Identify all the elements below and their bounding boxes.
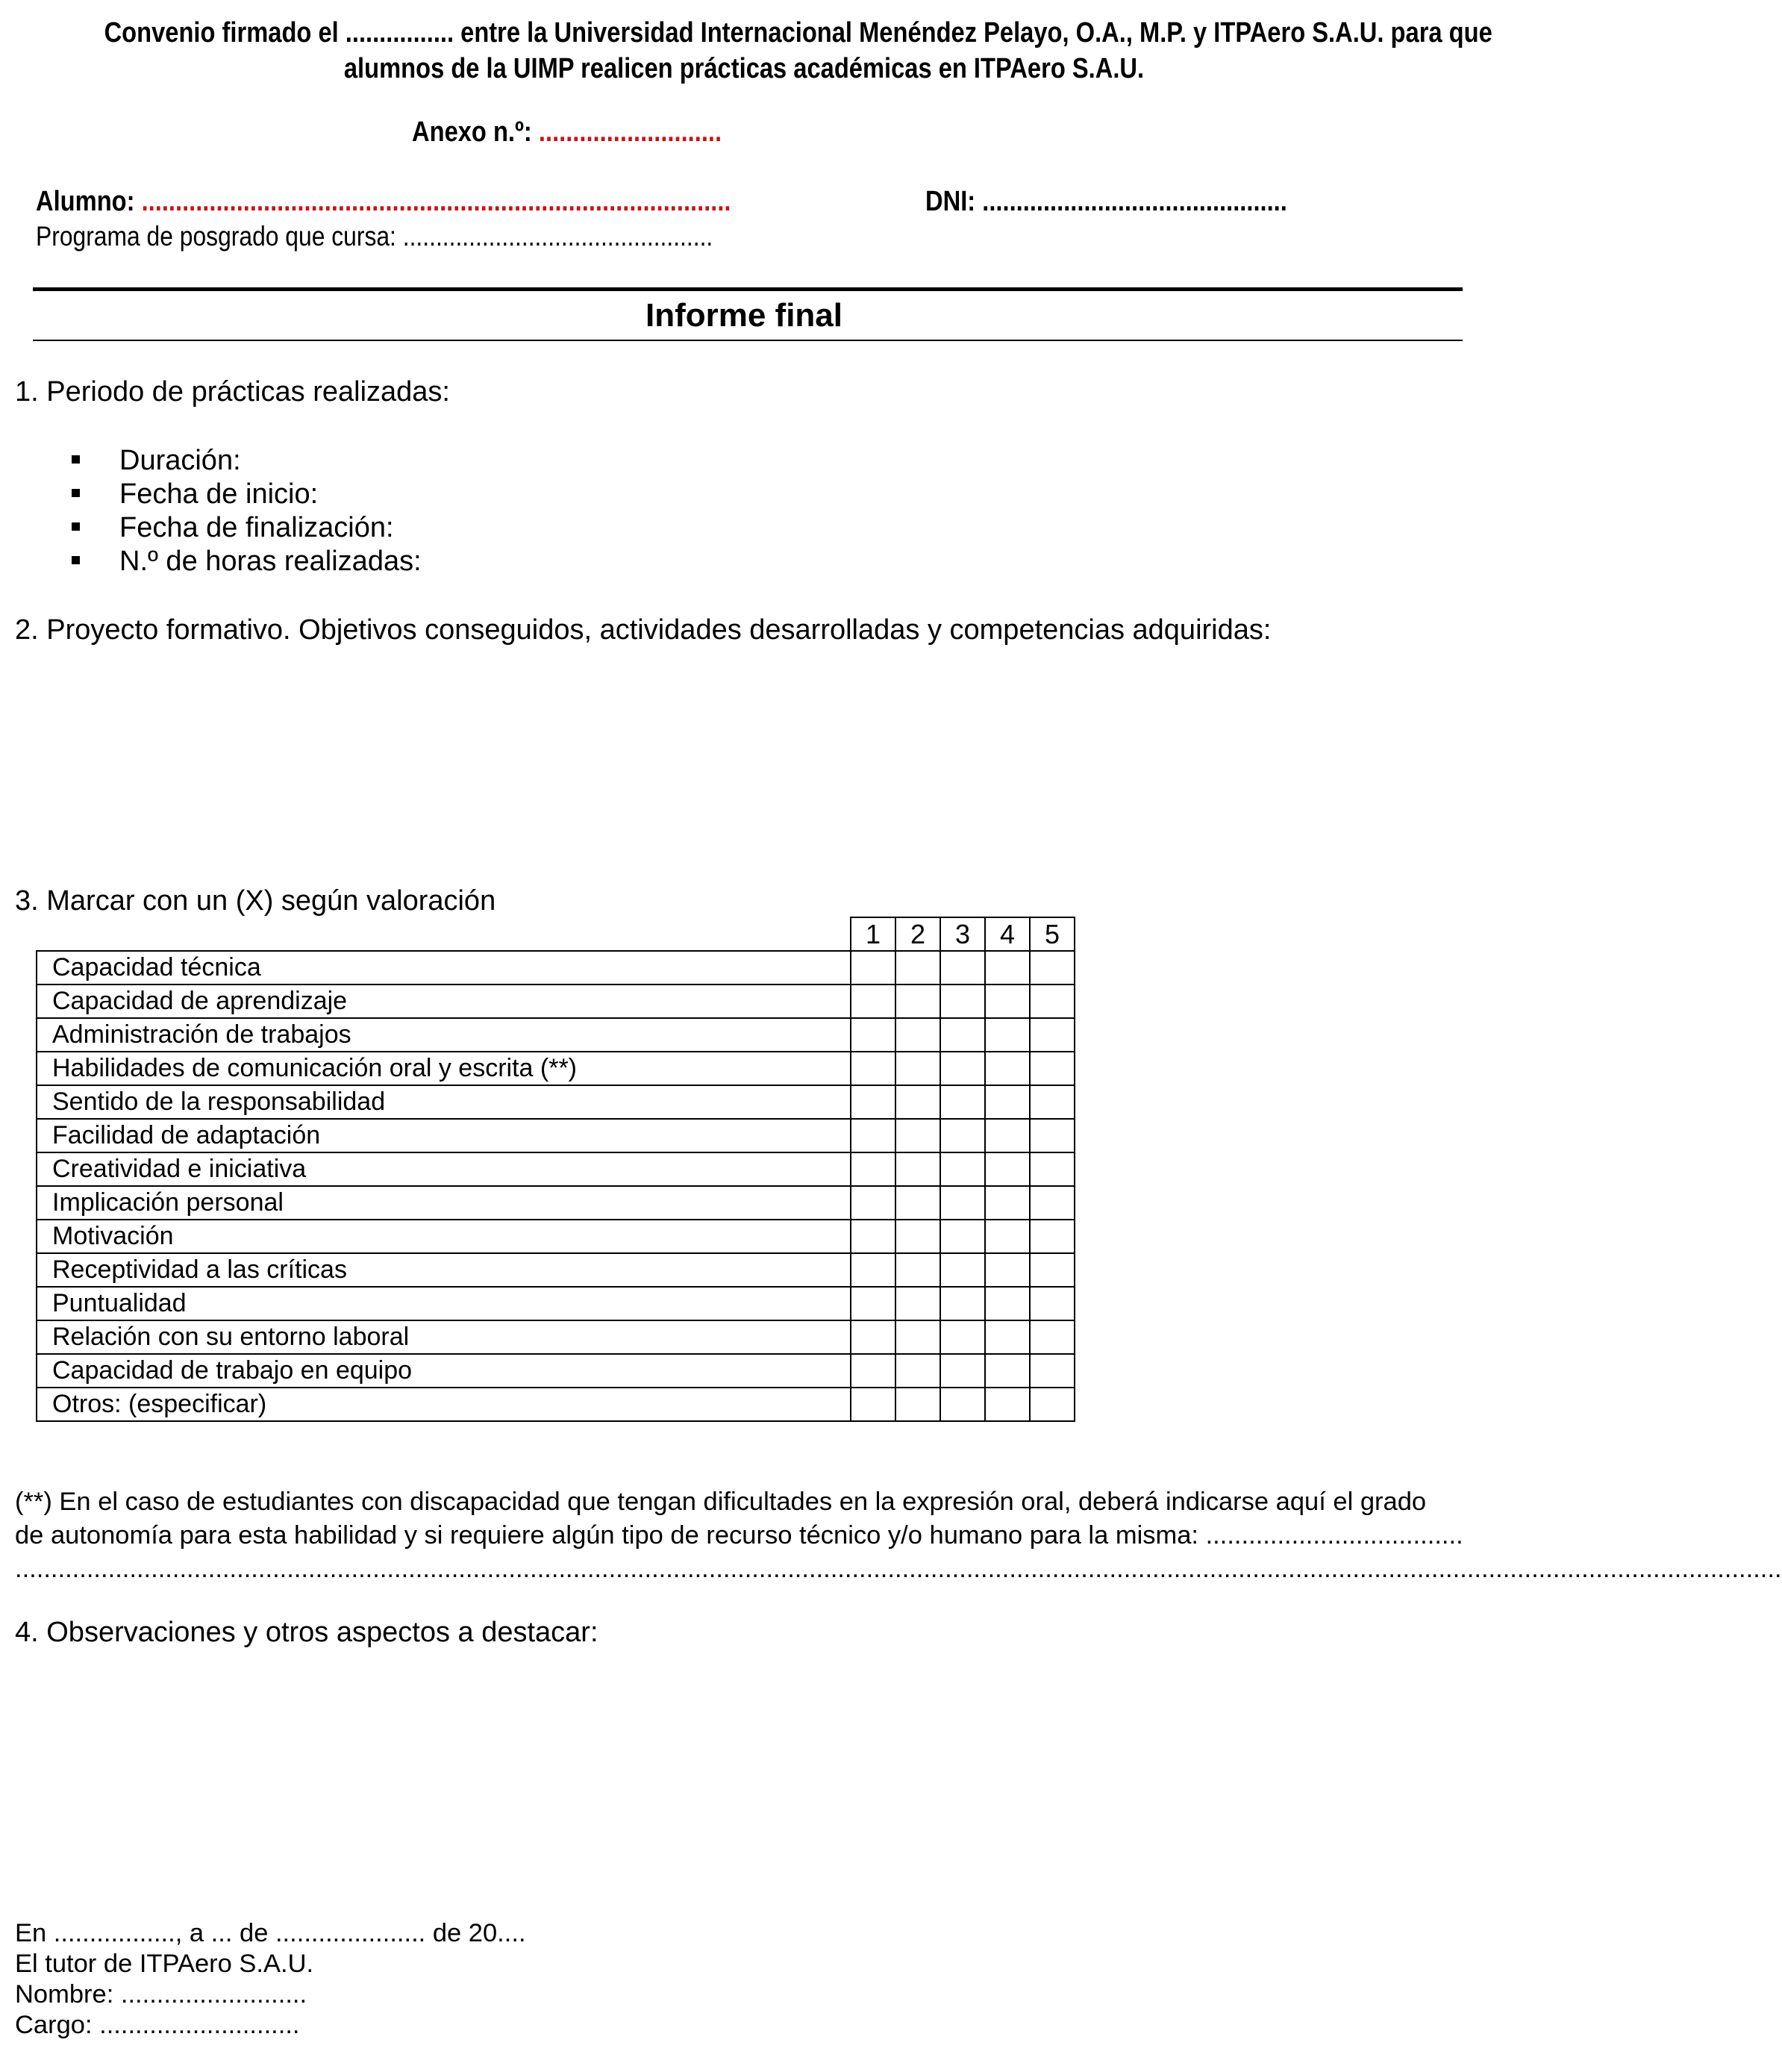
section2-heading: 2. Proyecto formativo. Objetivos conseguidos, actividades desarrolladas y competencias adquiridas: — [15, 614, 1272, 646]
rating-cell-4[interactable] — [985, 1253, 1030, 1287]
criterion-label: Receptividad a las críticas — [37, 1253, 851, 1287]
rating-cell-2[interactable] — [895, 1320, 940, 1354]
section2-answer-area[interactable] — [15, 657, 1463, 873]
bullet-duracion — [72, 443, 594, 478]
footnote — [15, 1485, 1782, 1586]
rating-cell-2[interactable] — [895, 1018, 940, 1052]
table-row — [37, 1388, 1075, 1421]
rating-cell-1[interactable] — [851, 1388, 895, 1421]
rating-cell-4[interactable] — [985, 1085, 1030, 1119]
footnote-line3[interactable]: ....................................................................................................................................................................................................................................................... — [15, 1555, 1782, 1583]
rating-cell-3[interactable] — [940, 1388, 985, 1421]
criterion-label: Puntualidad — [37, 1287, 851, 1320]
rating-cell-4[interactable] — [985, 1018, 1030, 1052]
rating-cell-4[interactable] — [985, 1388, 1030, 1421]
rating-cell-5[interactable] — [1030, 1287, 1075, 1320]
rating-cell-2[interactable] — [895, 1388, 940, 1421]
rating-cell-4[interactable] — [985, 951, 1030, 984]
rating-cell-1[interactable] — [851, 984, 895, 1018]
table-row — [37, 1320, 1075, 1354]
programa-field[interactable]: ............................................... — [402, 221, 713, 252]
rating-cell-3[interactable] — [940, 1186, 985, 1220]
section3-heading: 3. Marcar con un (X) según valoración — [15, 885, 496, 917]
rating-cell-1[interactable] — [851, 1320, 895, 1354]
rating-cell-2[interactable] — [895, 1152, 940, 1186]
rating-scale-5: 5 — [1030, 917, 1075, 951]
signature-cargo[interactable]: Cargo: ............................ — [15, 2011, 300, 2039]
rating-cell-4[interactable] — [985, 1354, 1030, 1388]
bullet-label: Fecha de finalización: — [119, 512, 394, 543]
rating-cell-3[interactable] — [940, 1320, 985, 1354]
rating-cell-4[interactable] — [985, 1320, 1030, 1354]
criterion-label: Creatividad e iniciativa — [37, 1152, 851, 1186]
bullet-icon — [72, 556, 80, 564]
signature-block — [15, 1918, 526, 2041]
rating-cell-5[interactable] — [1030, 1220, 1075, 1253]
bullet-icon — [72, 455, 80, 464]
bullet-fecha-inicio — [72, 477, 594, 511]
rating-cell-1[interactable] — [851, 951, 895, 984]
rating-scale-2: 2 — [895, 917, 940, 951]
table-row — [37, 1253, 1075, 1287]
rating-cell-1[interactable] — [851, 1287, 895, 1320]
rating-cell-2[interactable] — [895, 951, 940, 984]
footnote-line2: de autonomía para esta habilidad y si requiere algún tipo de recurso técnico y/o humano para la misma: .................................... — [15, 1521, 1463, 1550]
alumno-field[interactable]: ....................................................................................... — [141, 186, 731, 217]
signature-place-date[interactable]: En ................., a ... de ..................... de 20.... — [15, 1919, 526, 1947]
rating-cell-4[interactable] — [985, 1052, 1030, 1085]
section4-answer-area[interactable] — [15, 1657, 1463, 1903]
rating-cell-1[interactable] — [851, 1354, 895, 1388]
criterion-label: Capacidad de trabajo en equipo — [37, 1354, 851, 1388]
rating-cell-1[interactable] — [851, 1253, 895, 1287]
criterion-label: Otros: (especificar) — [37, 1388, 851, 1421]
rating-cell-3[interactable] — [940, 1052, 985, 1085]
bullet-horas — [72, 544, 594, 578]
rating-header-row — [37, 917, 1075, 951]
alumno-row — [36, 186, 731, 218]
rating-cell-5[interactable] — [1030, 1253, 1075, 1287]
rating-cell-3[interactable] — [940, 1119, 985, 1152]
criterion-label: Sentido de la responsabilidad — [37, 1085, 851, 1119]
agreement-title-line2: alumnos de la UIMP realicen prácticas académicas en ITPAero S.A.U. — [343, 53, 1145, 84]
rating-cell-4[interactable] — [985, 1186, 1030, 1220]
rating-cell-3[interactable] — [940, 1085, 985, 1119]
rating-cell-4[interactable] — [985, 984, 1030, 1018]
table-row — [37, 1085, 1075, 1119]
rating-cell-3[interactable] — [940, 951, 985, 984]
programa-label: Programa de posgrado que cursa: — [36, 221, 396, 252]
anexo-label: Anexo n.º: — [412, 116, 532, 148]
criterion-label: Facilidad de adaptación — [37, 1119, 851, 1152]
rating-table — [36, 917, 1075, 1422]
report-title: Informe final — [645, 297, 843, 334]
table-row — [37, 1018, 1075, 1052]
table-row — [37, 1052, 1075, 1085]
rating-cell-5[interactable] — [1030, 951, 1075, 984]
criterion-label: Motivación — [37, 1220, 851, 1253]
rating-cell-2[interactable] — [895, 1186, 940, 1220]
criterion-label: Habilidades de comunicación oral y escrita (**) — [37, 1052, 851, 1085]
title-bottom-rule — [33, 340, 1463, 341]
bullet-icon — [72, 489, 80, 497]
rating-cell-4[interactable] — [985, 1287, 1030, 1320]
rating-cell-5[interactable] — [1030, 1320, 1075, 1354]
table-row — [37, 1152, 1075, 1186]
rating-cell-2[interactable] — [895, 1119, 940, 1152]
rating-cell-3[interactable] — [940, 1253, 985, 1287]
agreement-title-line1: Convenio firmado el ................ entre la Universidad Internacional Menéndez Pelayo, O.A., M.P. y ITPAero S.A.U. para que — [104, 17, 1492, 49]
rating-cell-3[interactable] — [940, 1018, 985, 1052]
rating-cell-4[interactable] — [985, 1220, 1030, 1253]
section1-heading: 1. Periodo de prácticas realizadas: — [15, 376, 450, 408]
rating-cell-1[interactable] — [851, 1220, 895, 1253]
rating-scale-3: 3 — [940, 917, 985, 951]
table-row — [37, 984, 1075, 1018]
rating-cell-2[interactable] — [895, 1287, 940, 1320]
rating-cell-1[interactable] — [851, 1052, 895, 1085]
rating-cell-2[interactable] — [895, 1354, 940, 1388]
rating-cell-5[interactable] — [1030, 1052, 1075, 1085]
anexo-field[interactable]: ........................... — [538, 116, 722, 148]
rating-cell-1[interactable] — [851, 1119, 895, 1152]
dni-field[interactable]: ............................................. — [982, 186, 1287, 217]
title-top-rule — [33, 287, 1463, 291]
bullet-label: N.º de horas realizadas: — [119, 546, 422, 577]
table-row — [37, 1287, 1075, 1320]
rating-cell-5[interactable] — [1030, 1354, 1075, 1388]
rating-cell-3[interactable] — [940, 984, 985, 1018]
rating-cell-1[interactable] — [851, 1018, 895, 1052]
bullet-label: Duración: — [119, 445, 241, 476]
bullet-icon — [72, 522, 80, 531]
signature-nombre[interactable]: Nombre: .......................... — [15, 1980, 307, 2009]
rating-cell-5[interactable] — [1030, 1388, 1075, 1421]
rating-cell-5[interactable] — [1030, 1152, 1075, 1186]
table-row — [37, 1354, 1075, 1388]
rating-header-spacer — [37, 917, 851, 951]
rating-cell-1[interactable] — [851, 1152, 895, 1186]
criterion-label: Capacidad técnica — [37, 951, 851, 984]
rating-cell-5[interactable] — [1030, 1186, 1075, 1220]
alumno-label: Alumno: — [36, 186, 135, 217]
anexo-row — [412, 116, 722, 149]
rating-cell-2[interactable] — [895, 984, 940, 1018]
rating-cell-3[interactable] — [940, 1287, 985, 1320]
rating-scale-4: 4 — [985, 917, 1030, 951]
rating-cell-2[interactable] — [895, 1253, 940, 1287]
rating-cell-2[interactable] — [895, 1220, 940, 1253]
criterion-label: Capacidad de aprendizaje — [37, 984, 851, 1018]
dni-label: DNI: — [925, 186, 976, 217]
footnote-line1: (**) En el caso de estudiantes con discapacidad que tengan dificultades en la expresión oral, deberá indicarse aquí el grado — [15, 1488, 1427, 1516]
rating-cell-5[interactable] — [1030, 984, 1075, 1018]
rating-cell-4[interactable] — [985, 1119, 1030, 1152]
bullet-label: Fecha de inicio: — [119, 478, 319, 510]
rating-cell-5[interactable] — [1030, 1018, 1075, 1052]
table-row — [37, 1119, 1075, 1152]
table-row — [37, 1220, 1075, 1253]
criterion-label: Administración de trabajos — [37, 1018, 851, 1052]
bullet-fecha-fin — [72, 511, 594, 545]
rating-cell-5[interactable] — [1030, 1119, 1075, 1152]
table-row — [37, 1186, 1075, 1220]
rating-cell-3[interactable] — [940, 1354, 985, 1388]
signature-tutor: El tutor de ITPAero S.A.U. — [15, 1950, 314, 1978]
rating-cell-3[interactable] — [940, 1152, 985, 1186]
dni-row — [925, 186, 1287, 218]
criterion-label: Implicación personal — [37, 1186, 851, 1220]
rating-scale-1: 1 — [851, 917, 895, 951]
rating-cell-2[interactable] — [895, 1052, 940, 1085]
section4-heading: 4. Observaciones y otros aspectos a destacar: — [15, 1617, 598, 1648]
rating-cell-4[interactable] — [985, 1152, 1030, 1186]
criterion-label: Relación con su entorno laboral — [37, 1320, 851, 1354]
rating-cell-2[interactable] — [895, 1085, 940, 1119]
programa-row — [36, 221, 713, 252]
rating-cell-3[interactable] — [940, 1220, 985, 1253]
rating-cell-5[interactable] — [1030, 1085, 1075, 1119]
agreement-title — [0, 15, 1492, 87]
rating-cell-1[interactable] — [851, 1186, 895, 1220]
rating-cell-1[interactable] — [851, 1085, 895, 1119]
table-row — [37, 951, 1075, 984]
